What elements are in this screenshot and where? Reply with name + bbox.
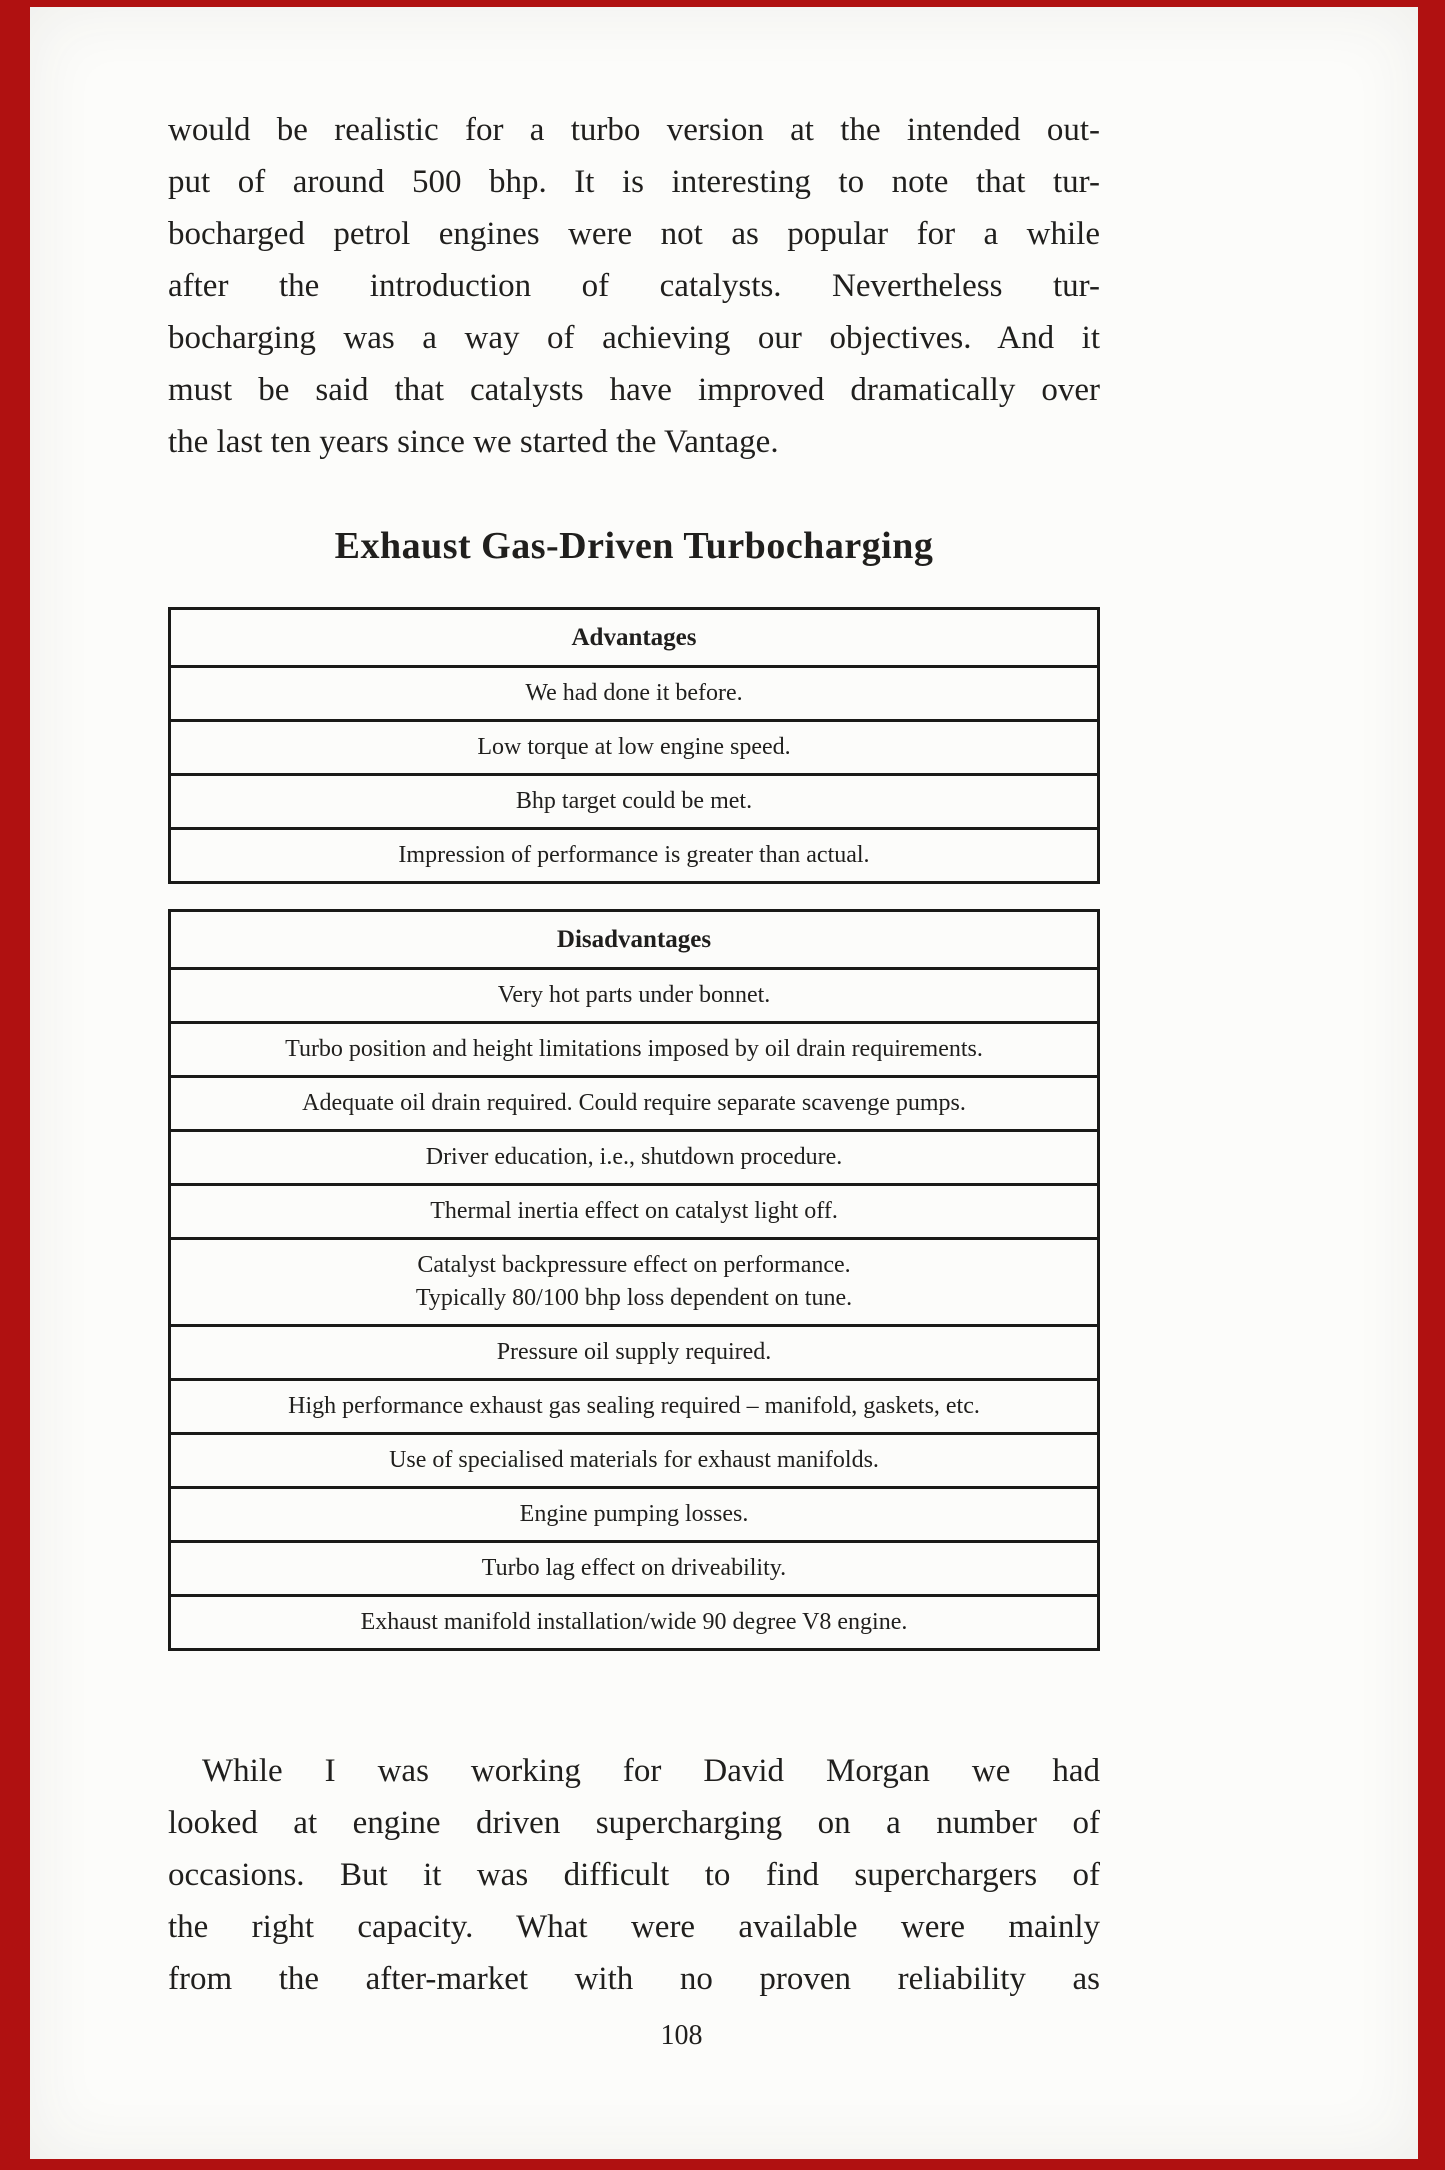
paragraph-line: after the introduction of catalysts. Nevertheless tur- — [168, 268, 1100, 304]
book-page — [30, 7, 1418, 2159]
advantages-table — [168, 607, 1100, 884]
paragraph-line: bocharged petrol engines were not as popular for a while — [168, 216, 1100, 252]
text-block — [168, 7, 1100, 2055]
disadvantages-table — [168, 909, 1100, 1651]
paragraph-line: the right capacity. What were available were mainly — [168, 1909, 1100, 1945]
table-row: Driver education, i.e., shutdown procedure. — [171, 1129, 1097, 1183]
paragraph-line: the last ten years since we started the Vantage. — [168, 424, 779, 460]
table-row: Exhaust manifold installation/wide 90 degree V8 engine. — [171, 1594, 1097, 1648]
paragraph-line: would be realistic for a turbo version at the intended out- — [168, 112, 1100, 148]
table-row: Use of specialised materials for exhaust manifolds. — [171, 1432, 1097, 1486]
table-row: Low torque at low engine speed. — [171, 719, 1097, 773]
table-row: Bhp target could be met. — [171, 773, 1097, 827]
paragraph-line: looked at engine driven supercharging on a number of — [168, 1805, 1100, 1841]
intro-paragraph — [168, 104, 1100, 468]
table-header-label: Advantages — [571, 624, 697, 651]
paragraph-line: bocharging was a way of achieving our objectives. And it — [168, 320, 1100, 356]
table-row: Turbo lag effect on driveability. — [171, 1540, 1097, 1594]
section-heading: Exhaust Gas-Driven Turbocharging — [334, 525, 934, 567]
closing-paragraph — [168, 1745, 1100, 2005]
table-header-label: Disadvantages — [556, 926, 712, 953]
table-row: Turbo position and height limitations imposed by oil drain requirements. — [171, 1021, 1097, 1075]
page-number: 108 — [660, 2020, 703, 2051]
paragraph-line: put of around 500 bhp. It is interesting to note that tur- — [168, 164, 1100, 200]
table-row: Thermal inertia effect on catalyst light off. — [171, 1183, 1097, 1237]
table-row: Catalyst backpressure effect on performance. Typically 80/100 bhp loss dependent on tune. — [171, 1237, 1097, 1324]
disadvantages-table-header — [171, 912, 1097, 967]
table-row: Impression of performance is greater than actual. — [171, 827, 1097, 881]
paragraph-line: occasions. But it was difficult to find superchargers of — [168, 1857, 1100, 1893]
table-row: Adequate oil drain required. Could require separate scavenge pumps. — [171, 1075, 1097, 1129]
table-row: Engine pumping losses. — [171, 1486, 1097, 1540]
table-row: We had done it before. — [171, 665, 1097, 719]
advantages-table-header — [171, 610, 1097, 665]
paragraph-line: must be said that catalysts have improved dramatically over — [168, 372, 1100, 408]
table-row: Very hot parts under bonnet. — [171, 967, 1097, 1021]
paragraph-line: from the after-market with no proven reliability as — [168, 1961, 1100, 1997]
table-row: High performance exhaust gas sealing required – manifold, gaskets, etc. — [171, 1378, 1097, 1432]
table-row: Pressure oil supply required. — [171, 1324, 1097, 1378]
paragraph-line: While I was working for David Morgan we had — [202, 1753, 1100, 1789]
